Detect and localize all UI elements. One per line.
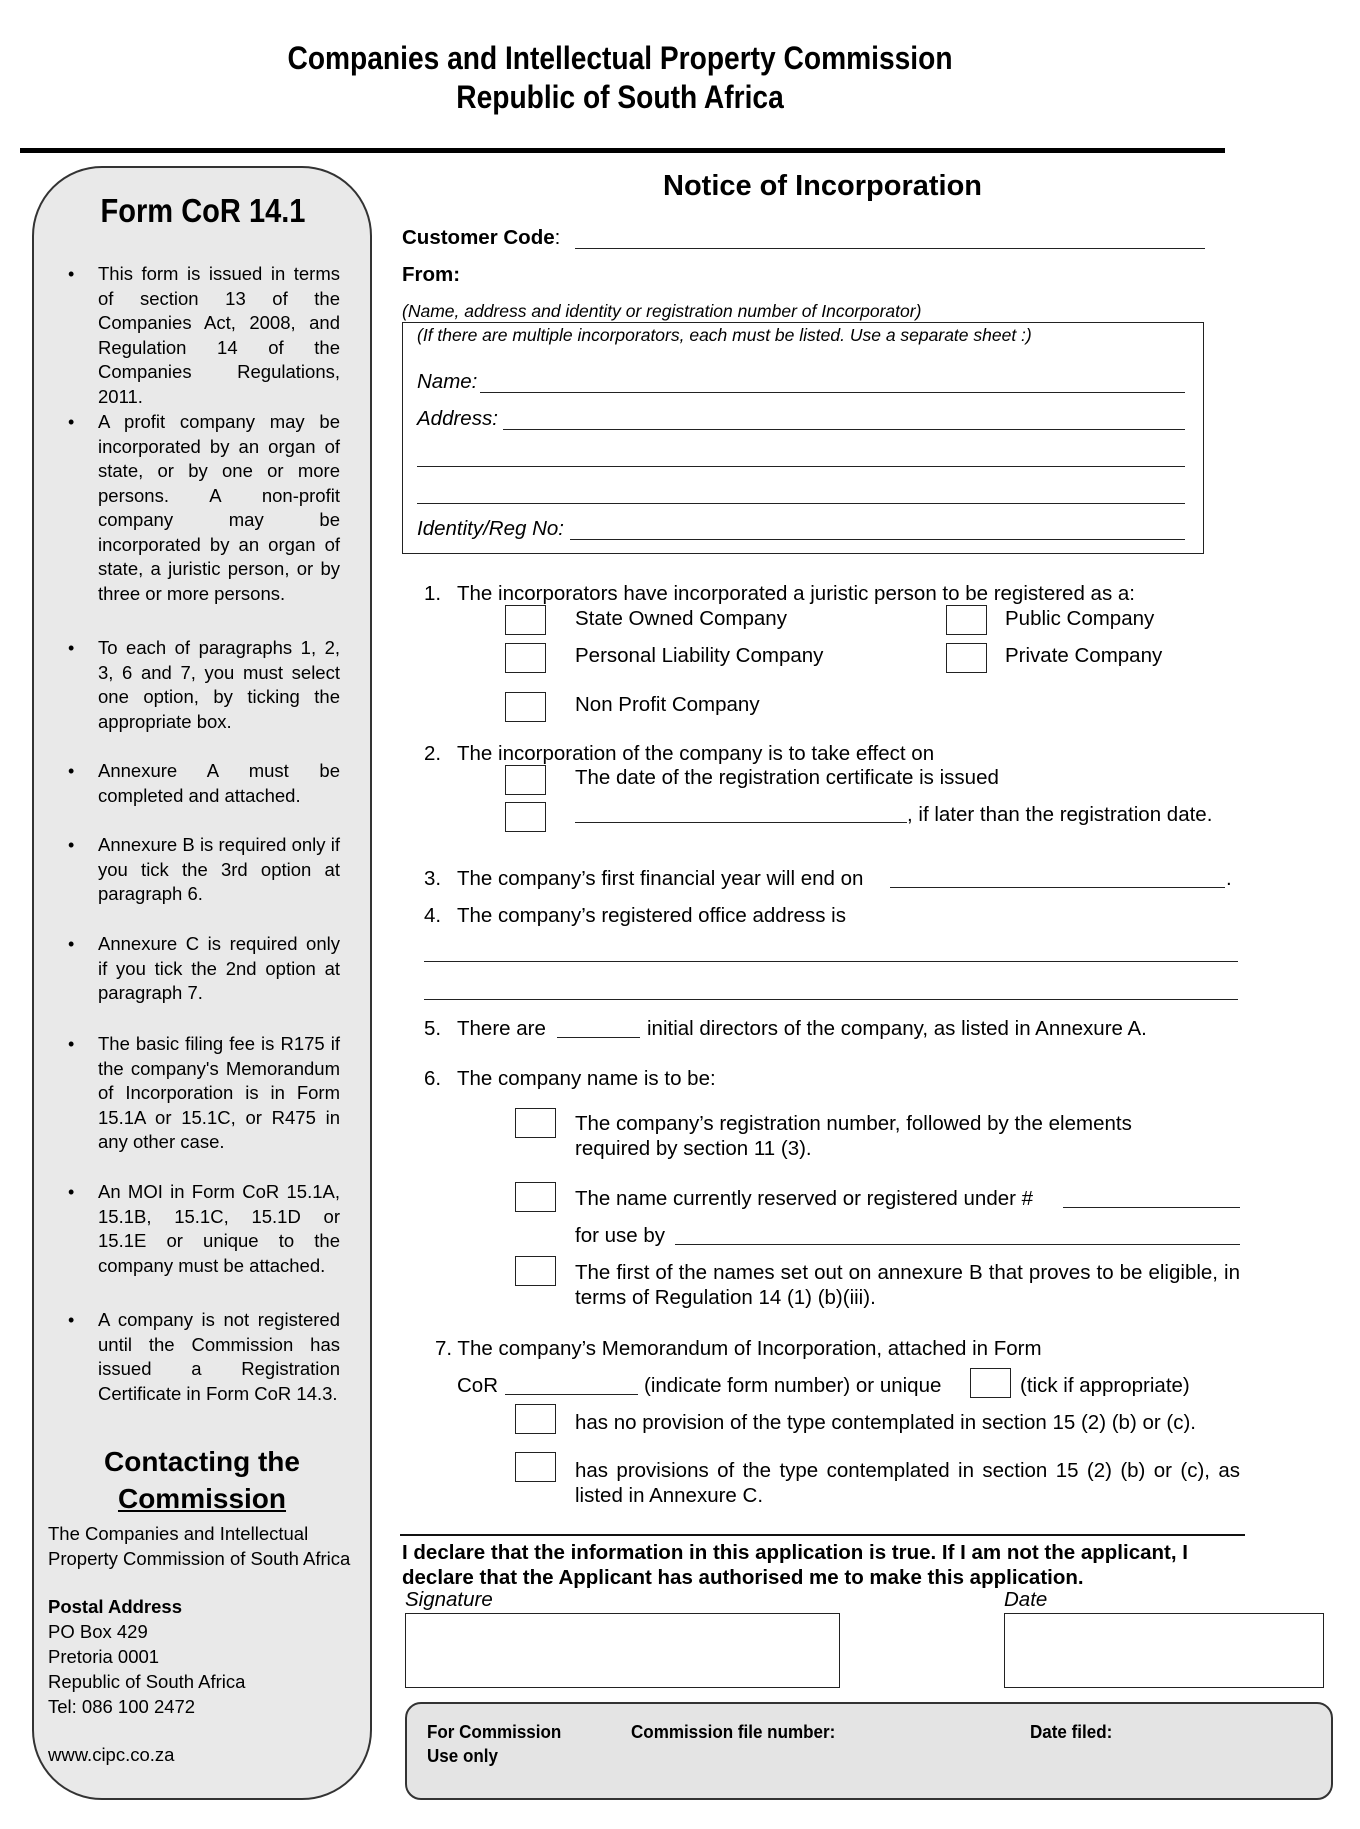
postal-heading: Postal Address [48, 1596, 182, 1617]
personal-liability-checkbox[interactable] [505, 643, 546, 673]
multi-incorporator-hint: (If there are multiple incorporators, each must be listed. Use a separate sheet :) [417, 325, 1032, 345]
contact-heading: Contacting the [104, 1446, 300, 1477]
date-label: Date [1004, 1588, 1048, 1611]
state-owned-checkbox[interactable] [505, 605, 546, 635]
para-7-tick: (tick if appropriate) [1020, 1374, 1190, 1397]
public-company-label: Public Company [1005, 607, 1155, 630]
commission-use-only-label: For Commission Use only [427, 1721, 562, 1766]
later-date-suffix: , if later than the registration date. [907, 803, 1213, 826]
form-number-title: Form CoR 14.1 [100, 192, 306, 229]
address-field-line-3[interactable] [417, 503, 1185, 504]
para-6-text: The company name is to be: [457, 1067, 716, 1090]
postal-line: Republic of South Africa [48, 1671, 246, 1692]
no-provision-label: has no provision of the type contemplated in section 15 (2) (b) or (c). [575, 1411, 1197, 1434]
private-company-label: Private Company [1005, 644, 1163, 667]
reserved-name-label: The name currently reserved or registered under # [575, 1187, 1034, 1210]
para-1-number: 1. [424, 582, 442, 605]
header-subtitle: Republic of South Africa [456, 79, 784, 115]
directors-count-field[interactable] [557, 1037, 640, 1038]
declaration-rule [400, 1534, 1245, 1536]
header-rule [20, 148, 1225, 153]
para-4-number: 4. [424, 904, 442, 927]
for-use-by-label: for use by [575, 1224, 666, 1247]
non-profit-checkbox[interactable] [505, 692, 546, 722]
personal-liability-label: Personal Liability Company [575, 644, 824, 667]
postal-line: PO Box 429 [48, 1621, 148, 1642]
sidebar-note: • The basic filing fee is R175 if the company's Memorandum of Incorporation is in Form 15.1A or 15.1C, or R475 in any other case. [64, 1032, 340, 1155]
page-title: Notice of Incorporation [663, 170, 982, 202]
commission-name: The Companies and Intellectual Property Commission of South Africa [48, 1523, 351, 1569]
annexure-b-name-checkbox[interactable] [515, 1256, 556, 1286]
sidebar-note: • Annexure A must be completed and attached. [64, 759, 340, 808]
id-reg-field[interactable] [570, 539, 1185, 540]
para-3-period: . [1226, 867, 1232, 890]
sidebar-note: • A profit company may be incorporated by an organ of state, or by one or more persons. A non-profit company may be incorporated by an organ of state, a juristic person, or by three or more persons. [64, 410, 340, 606]
has-provisions-label: has provisions of the type contemplated in section 15 (2) (b) or (c), as listed in Annexure C. [575, 1459, 1240, 1507]
later-date-checkbox[interactable] [505, 802, 546, 832]
para-2-number: 2. [424, 742, 442, 765]
name-field[interactable] [480, 392, 1185, 393]
para-5-post: initial directors of the company, as listed in Annexure A. [647, 1017, 1147, 1040]
signature-label: Signature [405, 1588, 493, 1611]
sidebar-note: • Annexure B is required only if you tick the 3rd option at paragraph 6. [64, 833, 340, 907]
date-filed-label: Date filed: [1030, 1721, 1113, 1742]
customer-code-label: Customer Code: [402, 226, 561, 249]
form-number-field[interactable] [505, 1394, 638, 1395]
reg-number-name-checkbox[interactable] [515, 1108, 556, 1138]
name-label: Name: [417, 370, 478, 393]
non-profit-label: Non Profit Company [575, 693, 760, 716]
para-3-text: The company’s first financial year will end on [457, 867, 864, 890]
private-company-checkbox[interactable] [946, 643, 987, 673]
para-7-text: 7. The company’s Memorandum of Incorporation, attached in Form [435, 1337, 1042, 1360]
address-label: Address: [417, 407, 498, 430]
financial-year-field[interactable] [890, 887, 1225, 888]
for-use-by-field[interactable] [675, 1244, 1240, 1245]
from-label: From: [402, 263, 461, 286]
customer-code-field[interactable] [575, 248, 1205, 249]
cert-date-label: The date of the registration certificate is issued [575, 766, 999, 789]
address-field-line-2[interactable] [417, 466, 1185, 467]
annexure-b-name-label: The first of the names set out on annexure B that proves to be eligible, in terms of Regulation 14 (1) (b)(iii). [575, 1261, 1240, 1309]
commission-file-number-label: Commission file number: [631, 1721, 836, 1742]
sidebar-note: • An MOI in Form CoR 15.1A, 15.1B, 15.1C, 15.1D or 15.1E or unique to the company must be attached. [64, 1180, 340, 1278]
website-link[interactable]: www.cipc.co.za [48, 1744, 175, 1765]
reserved-name-checkbox[interactable] [515, 1182, 556, 1212]
sidebar-note: • This form is issued in terms of section 13 of the Companies Act, 2008, and Regulation 14 of the Companies Regulations, 2011. [64, 262, 340, 409]
id-reg-label: Identity/Reg No: [417, 517, 564, 540]
telephone: Tel: 086 100 2472 [48, 1696, 196, 1717]
state-owned-label: State Owned Company [575, 607, 787, 630]
cert-date-checkbox[interactable] [505, 765, 546, 795]
unique-moi-checkbox[interactable] [970, 1368, 1011, 1398]
para-7-cor: CoR [457, 1374, 499, 1397]
office-address-line-2[interactable] [424, 999, 1238, 1000]
sidebar-note: • A company is not registered until the Commission has issued a Registration Certificate in Form CoR 14.3. [64, 1308, 340, 1406]
declaration-text: I declare that the information in this application is true. If I am not the applicant, I declare that the Applicant has authorised me to make this application. [402, 1541, 1188, 1589]
para-5-pre: There are [457, 1017, 546, 1040]
date-box[interactable] [1004, 1613, 1324, 1688]
signature-box[interactable] [405, 1613, 840, 1688]
postal-line: Pretoria 0001 [48, 1646, 160, 1667]
no-provision-checkbox[interactable] [515, 1404, 556, 1434]
contact-heading-commission: Commission [117, 1483, 287, 1514]
later-date-field[interactable] [575, 822, 907, 823]
sidebar-note: • To each of paragraphs 1, 2, 3, 6 and 7, you must select one option, by ticking the appropriate box. [64, 636, 340, 734]
has-provisions-checkbox[interactable] [515, 1452, 556, 1482]
public-company-checkbox[interactable] [946, 605, 987, 635]
para-3-number: 3. [424, 867, 442, 890]
office-address-line-1[interactable] [424, 961, 1238, 962]
para-1-text: The incorporators have incorporated a juristic person to be registered as a: [457, 582, 1136, 605]
sidebar-note: • Annexure C is required only if you tick the 2nd option at paragraph 7. [64, 932, 340, 1006]
reg-number-name-label: The company’s registration number, followed by the elements required by section 11 (3). [575, 1112, 1132, 1160]
para-4-text: The company’s registered office address is [457, 904, 846, 927]
header-title: Companies and Intellectual Property Commission [287, 40, 953, 76]
para-5-number: 5. [424, 1017, 442, 1040]
address-field[interactable] [503, 429, 1185, 430]
from-hint: (Name, address and identity or registration number of Incorporator) [402, 301, 922, 321]
para-6-number: 6. [424, 1067, 442, 1090]
reserved-name-number-field[interactable] [1063, 1207, 1240, 1208]
para-7-indicate: (indicate form number) or unique [644, 1374, 942, 1397]
para-2-text: The incorporation of the company is to take effect on [457, 742, 935, 765]
